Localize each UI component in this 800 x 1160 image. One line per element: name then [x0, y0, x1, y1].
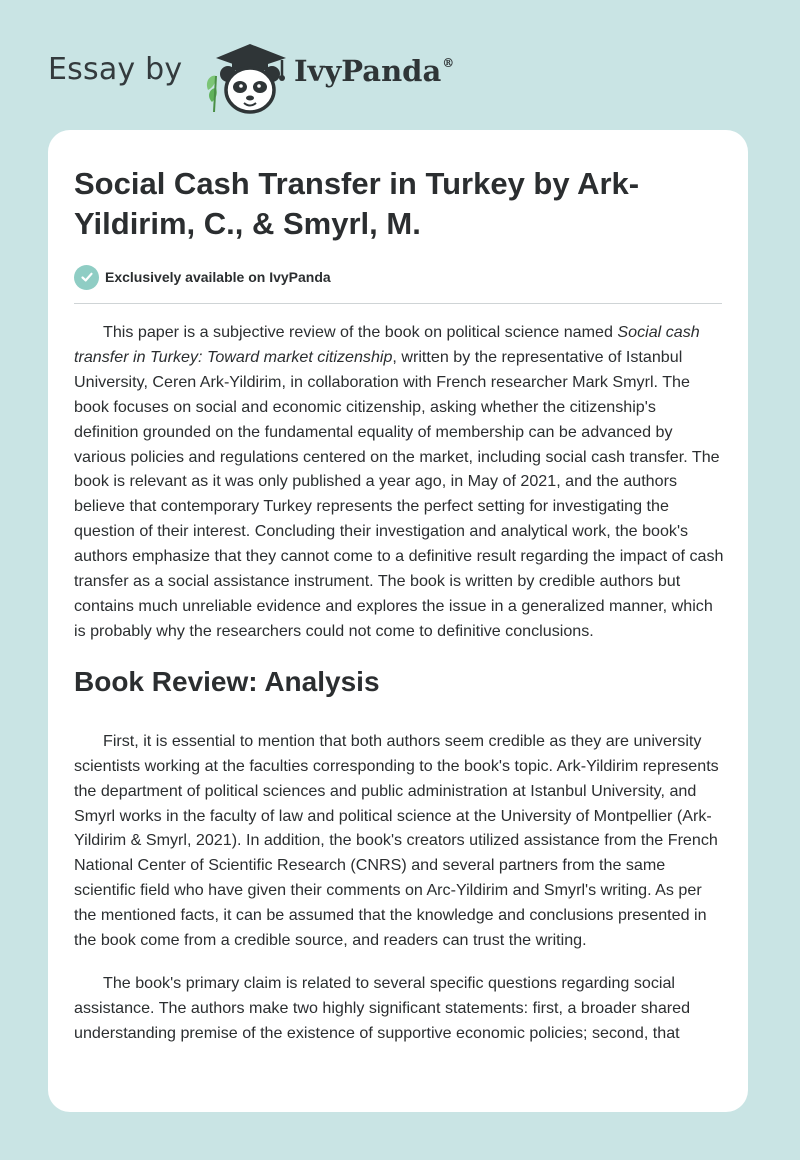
check-circle-icon [74, 265, 99, 290]
book-title-italic: Social cash transfer in Turkey: Toward market citizenship [74, 323, 700, 366]
essay-body [74, 320, 724, 1046]
essay-by-label: Essay by [48, 52, 183, 87]
intro-text-end: , written by the representative of Istanbul University, Ceren Ark-Yildirim, in collaboration with French researcher Mark Smyrl. The book focuses on social and economic citizenship, asking whether the citizenship's definition grounded on the fundamental equality of membership can be advanced by various policies and regulations centered on the market, including social cash transfer. The book is relevant as it was only published a year ago, in May of 2021, and the authors believe that contemporary Turkey represents the perfect setting for investigating the question of their interest. Concluding their investigation and analytical work, the book's authors emphasize that they cannot come to a definitive result regarding the impact of cash transfer as a social assistance instrument. The book is written by credible authors but contains much unreliable evidence and explores the issue in a generalized manner, which is probably why the researchers could not come to definitive conclusions. [74, 347, 724, 640]
intro-paragraph [74, 320, 724, 644]
intro-text-start: This paper is a subjective review of the book on political science named [103, 323, 618, 341]
panda-graduate-icon[interactable] [202, 36, 292, 118]
badge-text: Exclusively available on IvyPanda [105, 269, 331, 285]
body-paragraph: The book's primary claim is related to several specific questions regarding social assistance. The authors make two highly significant statements: first, a broader shared understanding premise of the existence of supportive economic policies; second, that [74, 973, 691, 1042]
divider [74, 303, 722, 304]
body-paragraph: First, it is essential to mention that both authors seem credible as they are university scientists working at the faculties corresponding to the book's topic. Ark-Yildirim represents the department of political sciences and public administration at Istanbul University, and Smyrl works in the faculty of law and political science at the University of Montpellier (Ark-Yildirim & Smyrl, 2021). In addition, the book's creators utilized assistance from the French National Center of Scientific Research (CNRS) and several partners from the same scientific field who have given their comments on Arc-Yildirim and Smyrl's writing. As per the mentioned facts, it can be assumed that the knowledge and conclusions presented in the book come from a credible source, and readers can trust the writing. [74, 731, 719, 950]
brand-text: IvyPanda [294, 54, 442, 88]
brand-name[interactable] [294, 54, 454, 88]
section-heading: Book Review: Analysis [74, 665, 380, 697]
essay-title: Social Cash Transfer in Turkey by Ark-Yildirim, C., & Smyrl, M. [74, 166, 640, 241]
essay-card [48, 130, 748, 1112]
site-header [48, 28, 748, 118]
exclusive-badge [74, 264, 331, 290]
registered-mark: ® [442, 56, 455, 70]
